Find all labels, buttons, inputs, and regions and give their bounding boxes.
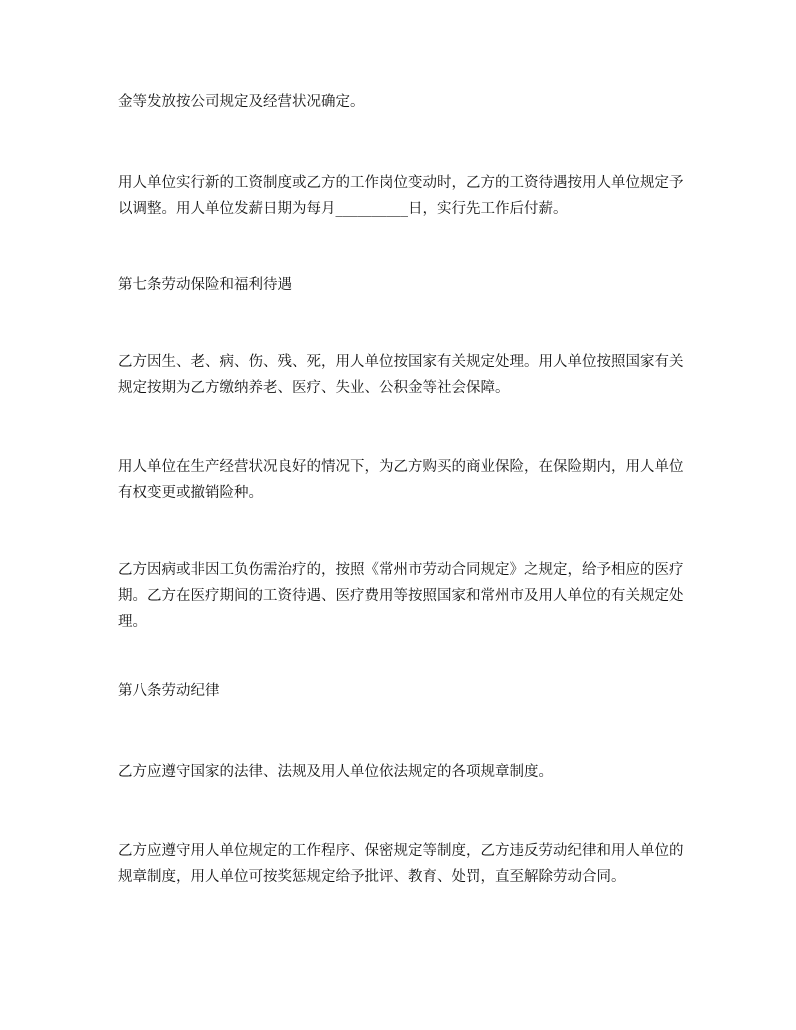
section-heading-article-8: 第八条劳动纪律	[118, 683, 220, 699]
paragraph-wage-payment: 金等发放按公司规定及经营状况确定。	[118, 94, 365, 110]
paragraph-commercial-insurance: 用人单位在生产经营状况良好的情况下，为乙方购买的商业保险，在保险期内，用人单位有权变更或撤销险种。	[118, 459, 684, 501]
paragraph-work-discipline: 乙方应遵守用人单位规定的工作程序、保密规定等制度，乙方违反劳动纪律和用人单位的规章制度，用人单位可按奖惩规定给予批评、教育、处罚，直至解除劳动合同。	[118, 843, 684, 885]
paragraph-laws-compliance: 乙方应遵守国家的法律、法规及用人单位依法规定的各项规章制度。	[118, 764, 553, 780]
paragraph-wage-adjustment: 用人单位实行新的工资制度或乙方的工作岗位变动时，乙方的工资待遇按用人单位规定予以调整。用人单位发薪日期为每月__________日，实行先工作后付薪。	[118, 175, 684, 217]
paragraph-medical-period: 乙方因病或非因工负伤需治疗的，按照《常州市劳动合同规定》之规定，给予相应的医疗期。乙方在医疗期间的工资待遇、医疗费用等按照国家和常州市及用人单位的有关规定处理。	[118, 562, 684, 630]
paragraph-social-insurance: 乙方因生、老、病、伤、残、死，用人单位按国家有关规定处理。用人单位按照国家有关规定按期为乙方缴纳养老、医疗、失业、公积金等社会保障。	[118, 354, 684, 396]
section-heading-article-7: 第七条劳动保险和福利待遇	[118, 277, 292, 293]
